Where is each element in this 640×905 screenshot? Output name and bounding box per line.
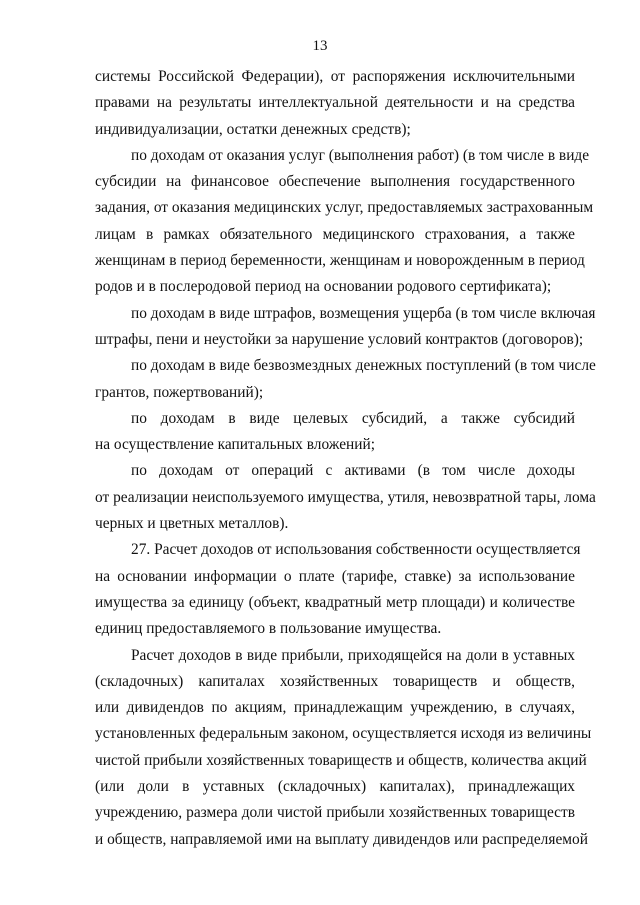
- text-line: имущества за единицу (объект, квадратный метр площади) и количестве: [95, 593, 575, 611]
- text-line: по доходам в виде безвозмездных денежных поступлений (в том числе: [131, 357, 596, 375]
- text-line: грантов, пожертвований);: [95, 383, 264, 401]
- text-line: на осуществление капитальных вложений;: [95, 436, 376, 454]
- text-line: лицам в рамках обязательного медицинского страхования, а также: [95, 225, 575, 243]
- text-line: по доходам в виде штрафов, возмещения ущерба (в том числе включая: [131, 304, 596, 322]
- text-line: черных и цветных металлов).: [95, 515, 289, 533]
- text-line: индивидуализации, остатки денежных средств);: [95, 120, 411, 138]
- text-line: по доходам от операций с активами (в том числе доходы: [131, 462, 575, 480]
- paragraph: [95, 643, 592, 853]
- text-line: штрафы, пени и неустойки за нарушение условий контрактов (договоров);: [95, 330, 584, 348]
- text-line: 27. Расчет доходов от использования собственности осуществляется: [131, 541, 581, 559]
- text-line: женщинам в период беременности, женщинам и новорожденным в период: [95, 252, 585, 270]
- page-number: 13: [312, 38, 328, 54]
- paragraph: [95, 458, 596, 537]
- text-line: по доходам в виде целевых субсидий, а также субсидий: [131, 409, 575, 427]
- paragraph: [95, 143, 594, 301]
- text-line: чистой прибыли хозяйственных товариществ и обществ, количества акций: [95, 751, 587, 769]
- paragraph: [95, 353, 596, 406]
- text-line: правами на результаты интеллектуальной деятельности и на средства: [95, 94, 575, 112]
- paragraph: [95, 537, 581, 642]
- paragraph: [95, 301, 596, 354]
- text-line: и обществ, направляемой ими на выплату дивидендов или распределяемой: [95, 830, 588, 848]
- text-line: системы Российской Федерации), от распоряжения исключительными: [95, 68, 575, 85]
- text-line: по доходам от оказания услуг (выполнения работ) (в том числе в виде: [131, 146, 590, 164]
- text-line: или дивидендов по акциям, принадлежащим учреждению, в случаях,: [95, 699, 575, 717]
- text-line: Расчет доходов в виде прибыли, приходящейся на доли в уставных: [131, 646, 575, 664]
- text-line: установленных федеральным законом, осуществляется исходя из величины: [95, 725, 592, 743]
- text-line: на основании информации о плате (тарифе, ставке) за использование: [95, 567, 575, 585]
- text-line: единиц предоставляемого в пользование имущества.: [95, 620, 442, 638]
- document-body: [95, 64, 596, 853]
- text-line: субсидии на финансовое обеспечение выполнения государственного: [95, 173, 575, 191]
- text-line: учреждению, размера доли чистой прибыли хозяйственных товариществ: [95, 804, 575, 822]
- text-line: (или доли в уставных (складочных) капиталах), принадлежащих: [95, 778, 575, 796]
- paragraph: [95, 64, 575, 143]
- text-line: от реализации неиспользуемого имущества, утиля, невозвратной тары, лома: [95, 488, 596, 506]
- text-line: родов и в послеродовой период на основании родового сертификата);: [95, 278, 552, 296]
- paragraph: [95, 406, 575, 459]
- text-line: задания, от оказания медицинских услуг, предоставляемых застрахованным: [95, 199, 594, 217]
- text-line: (складочных) капиталах хозяйственных товариществ и обществ,: [95, 672, 575, 690]
